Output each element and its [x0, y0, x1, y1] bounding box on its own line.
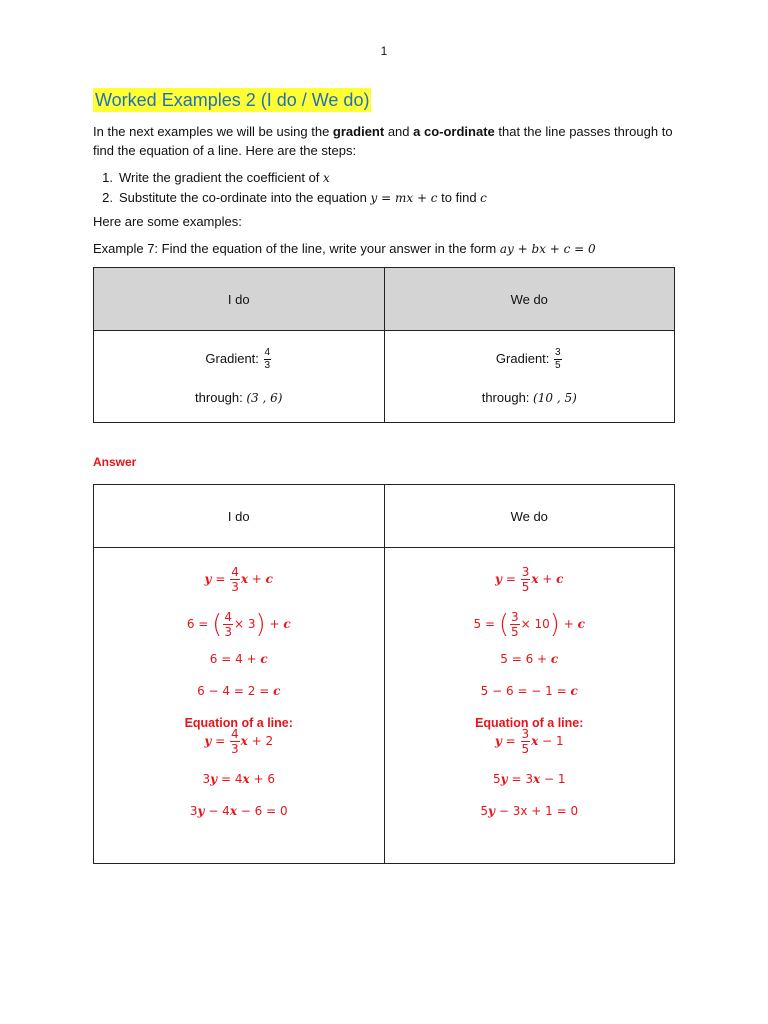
intro-text-2: and	[384, 124, 414, 139]
gradient-label: Gradient:	[205, 350, 263, 366]
working-line-multiply: 5y = 3x − 1	[493, 772, 566, 786]
intro-paragraph	[93, 122, 683, 160]
answer-table	[93, 484, 675, 864]
final-lhs: 3	[189, 804, 198, 818]
through-label: through:	[195, 390, 247, 405]
final-tail: + 1 = 0	[527, 804, 579, 818]
step-item	[93, 188, 683, 208]
step-item	[93, 168, 683, 188]
fraction-numerator: 3	[511, 610, 519, 624]
coordinate-point: (3 , 6)	[246, 391, 283, 405]
question-cell-i-do	[94, 331, 385, 423]
page-title: Worked Examples 2 (I do / We do)	[95, 90, 370, 110]
fraction-denominator: 5	[555, 360, 561, 371]
final-lhs: 5	[480, 804, 489, 818]
fraction-numerator: 3	[521, 727, 530, 741]
gradient-fraction	[264, 348, 272, 371]
gradient-fraction	[554, 348, 562, 371]
through-line	[385, 390, 675, 405]
multiply-tail: − 1	[540, 772, 566, 786]
examples-intro: Here are some examples:	[93, 214, 242, 229]
working-line-substitution: 6 = ( $\frac{4}{3}$ × 3) + c	[186, 609, 291, 640]
multiply-rhs: = 4	[220, 772, 243, 786]
coordinate-point: (10 , 5)	[533, 391, 577, 405]
working-line-solve: 5 − 6 = − 1 = c	[480, 684, 578, 698]
working-line-equation: y = $\frac{4}{3}$ x + 2	[204, 727, 274, 756]
example-7-prompt	[93, 239, 596, 259]
multiply-rhs: = 3	[511, 772, 533, 786]
gradient-fraction	[510, 611, 520, 638]
equation-of-line-label: Equation of a line:	[475, 716, 584, 730]
working-line-simplify: 6 = 4 + c	[209, 652, 268, 666]
fraction-numerator: 4	[224, 610, 232, 624]
step-math-c: c	[480, 191, 487, 205]
answer-header-we-do: We do	[384, 485, 675, 548]
gradient-label: Gradient:	[495, 350, 554, 366]
gradient-fraction	[521, 566, 531, 593]
final-tail: − 6 = 0	[236, 804, 288, 818]
steps-list	[93, 168, 683, 208]
fraction-denominator: 5	[511, 625, 519, 639]
question-table	[93, 267, 675, 423]
final-mid: − 3x	[495, 804, 528, 818]
working-line-general-form: y = $\frac{4}{3}$ x + c	[204, 565, 273, 594]
multiply-lhs: 3	[202, 772, 211, 786]
final-mid: − 4	[204, 804, 230, 818]
step-math: y = mx + c	[370, 191, 438, 205]
fraction-denominator: 3	[264, 360, 271, 371]
equation-constant: − 1	[542, 734, 564, 748]
gradient-line	[385, 348, 675, 371]
working-line-simplify: 5 = 6 + c	[500, 652, 559, 666]
working-line-substitution: 5 = ( $\frac{3}{5}$ × 10) + c	[473, 609, 585, 640]
step-text-tail: to find	[437, 190, 481, 205]
fraction-denominator: 3	[224, 625, 232, 639]
gradient-fraction	[521, 728, 531, 755]
substituted-y: 6	[186, 617, 195, 631]
multiply-tail: + 6	[249, 772, 275, 786]
fraction-numerator: 3	[521, 565, 530, 579]
equation-constant: + 2	[251, 734, 274, 748]
step-number: 1.	[102, 170, 113, 185]
answer-cell-i-do	[94, 548, 385, 864]
multiply-lhs: 5	[493, 772, 501, 786]
working-line-final: 5y − 3x + 1 = 0	[480, 804, 579, 818]
question-header-i-do: I do	[94, 268, 385, 331]
fraction-numerator: 4	[231, 727, 239, 741]
intro-text-1: In the next examples we will be using the	[93, 124, 333, 139]
through-label: through:	[481, 390, 534, 405]
simplify-text: 6 = 4 +	[209, 652, 261, 666]
intro-text-3: that the line passes through to find the equation of a line. Here are the steps:	[93, 124, 673, 158]
through-line	[94, 390, 384, 405]
substituted-x: × 3	[233, 617, 256, 631]
fraction-denominator: 3	[231, 580, 239, 594]
gradient-fraction	[223, 611, 233, 638]
working-line-equation: y = $\frac{3}{5}$ x − 1	[494, 727, 564, 756]
step-text: Write the gradient the coefficient of	[119, 170, 324, 185]
gradient-fraction	[230, 728, 240, 755]
step-math: x	[323, 171, 330, 185]
fraction-denominator: 3	[231, 742, 239, 756]
gradient-fraction	[230, 566, 240, 593]
step-number: 2.	[102, 190, 113, 205]
solve-text: 6 − 4 = 2 =	[197, 684, 274, 698]
substituted-y: 5	[473, 617, 482, 631]
answer-label: Answer	[93, 455, 137, 469]
fraction-denominator: 5	[521, 580, 530, 594]
fraction-numerator: 4	[264, 347, 271, 358]
answer-header-i-do: I do	[94, 485, 385, 548]
question-cell-we-do	[384, 331, 675, 423]
working-line-solve: 6 − 4 = 2 = c	[197, 684, 281, 698]
intro-bold-gradient: gradient	[332, 124, 385, 139]
working-line-multiply: 3y = 4x + 6	[202, 772, 275, 786]
simplify-text: 5 = 6 +	[500, 652, 551, 666]
solve-text: 5 − 6 = − 1 =	[480, 684, 571, 698]
fraction-numerator: 4	[231, 565, 239, 579]
equation-of-line-label: Equation of a line:	[184, 716, 293, 730]
intro-bold-coordinate: a co-ordinate	[413, 124, 495, 139]
answer-cell-we-do	[384, 548, 675, 864]
page-number: 1	[380, 44, 388, 58]
working-line-general-form: y = $\frac{3}{5}$ x + c	[495, 565, 564, 594]
example-7-text: Example 7: Find the equation of the line, write your answer in the form	[93, 241, 500, 256]
fraction-denominator: 5	[521, 742, 530, 756]
question-header-we-do: We do	[384, 268, 675, 331]
step-text: Substitute the co-ordinate into the equation	[119, 190, 371, 205]
gradient-line	[94, 348, 384, 371]
substituted-x: × 10	[520, 617, 550, 631]
working-line-final: 3y − 4x − 6 = 0	[189, 804, 288, 818]
fraction-numerator: 3	[555, 347, 561, 358]
example-7-form: ay + bx + c = 0	[499, 242, 596, 256]
